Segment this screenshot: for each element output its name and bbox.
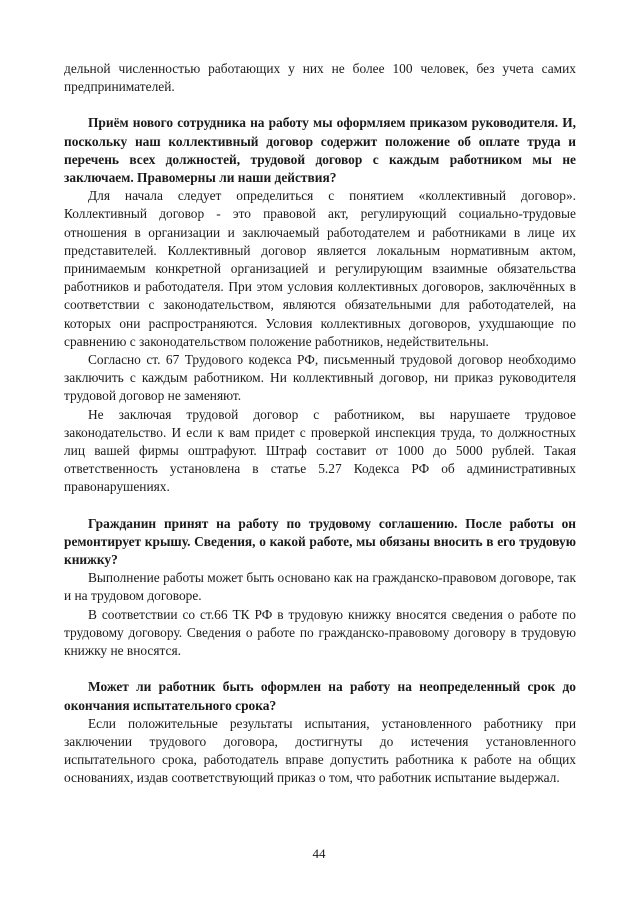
page-number: 44 <box>312 846 326 861</box>
answer-2-paragraph-2: В соответствии со ст.66 ТК РФ в трудовую книжку вносятся сведения о работе по трудовому договору. Сведения о работе по гражданско-правовому договору в трудовую книжку не вносятся. <box>64 606 576 659</box>
answer-2-paragraph-1: Выполнение работы может быть основано как на гражданско-правовом договоре, так и на трудовом договоре. <box>64 570 576 604</box>
answer-1-paragraph-2: Согласно ст. 67 Трудового кодекса РФ, письменный трудовой договор необходимо заключить с каждым работником. Ни коллективный договор, ни приказ руководителя трудовой договор не заменяют. <box>64 352 576 404</box>
question-2: Гражданин принят на работу по трудовому соглашению. После работы он ремонтирует крышу. Сведения, о какой работе, мы обязаны вносить в его трудовую книжку? <box>64 515 576 568</box>
answer-3-paragraph-1: Если положительные результаты испытания, установленного работнику при заключении трудового договора, достигнуты до истечения установленного испытательного срока, работодатель вправе допустить работника к работе на общих основаниях, издав соответствующий приказ о том, что работник испытание выдержал. <box>64 715 576 786</box>
answer-1-paragraph-3: Не заключая трудовой договор с работником, вы нарушаете трудовое законодательство. И если к вам придет с проверкой инспекция труда, то должностных лиц вашей фирмы оштрафуют. Штраф составит от 1000 до 5000 рублей. Такая ответственность установлена в статье 5.27 Кодекса РФ об административных правонарушениях. <box>64 406 576 495</box>
question-3: Может ли работник быть оформлен на работу на неопределенный срок до окончания испытательного срока? <box>64 679 576 713</box>
intro-paragraph: дельной численностью работающих у них не более 100 человек, без учета самих предпринимателей. <box>64 61 576 95</box>
answer-1-paragraph-1: Для начала следует определиться с понятием «коллективный договор». Коллективный договор - это правовой акт, регулирующий социально-трудовые отношения в организации и заключаемый работодателем и работниками в лице их представителей. Коллективный договор является локальным нормативным актом, принимаемым конкретной организацией и регулирующим взаимные обязательства работников и работодателя. При этом условия коллективных договоров, заключённых в соответствии с законодательством, являются обязательными для работодателей, на которых они распространяются. Условия коллективных договоров, ухудшающие по сравнению с законодательством положение работников, недействительны. <box>64 188 576 349</box>
question-1: Приём нового сотрудника на работу мы оформляем приказом руководителя. И, поскольку наш коллективный договор содержит положение об оплате труда и перечень всех должностей, трудовой договор с каждым работником мы не заключаем. Правомерны ли наши действия? <box>64 115 576 186</box>
document-page <box>64 60 576 788</box>
